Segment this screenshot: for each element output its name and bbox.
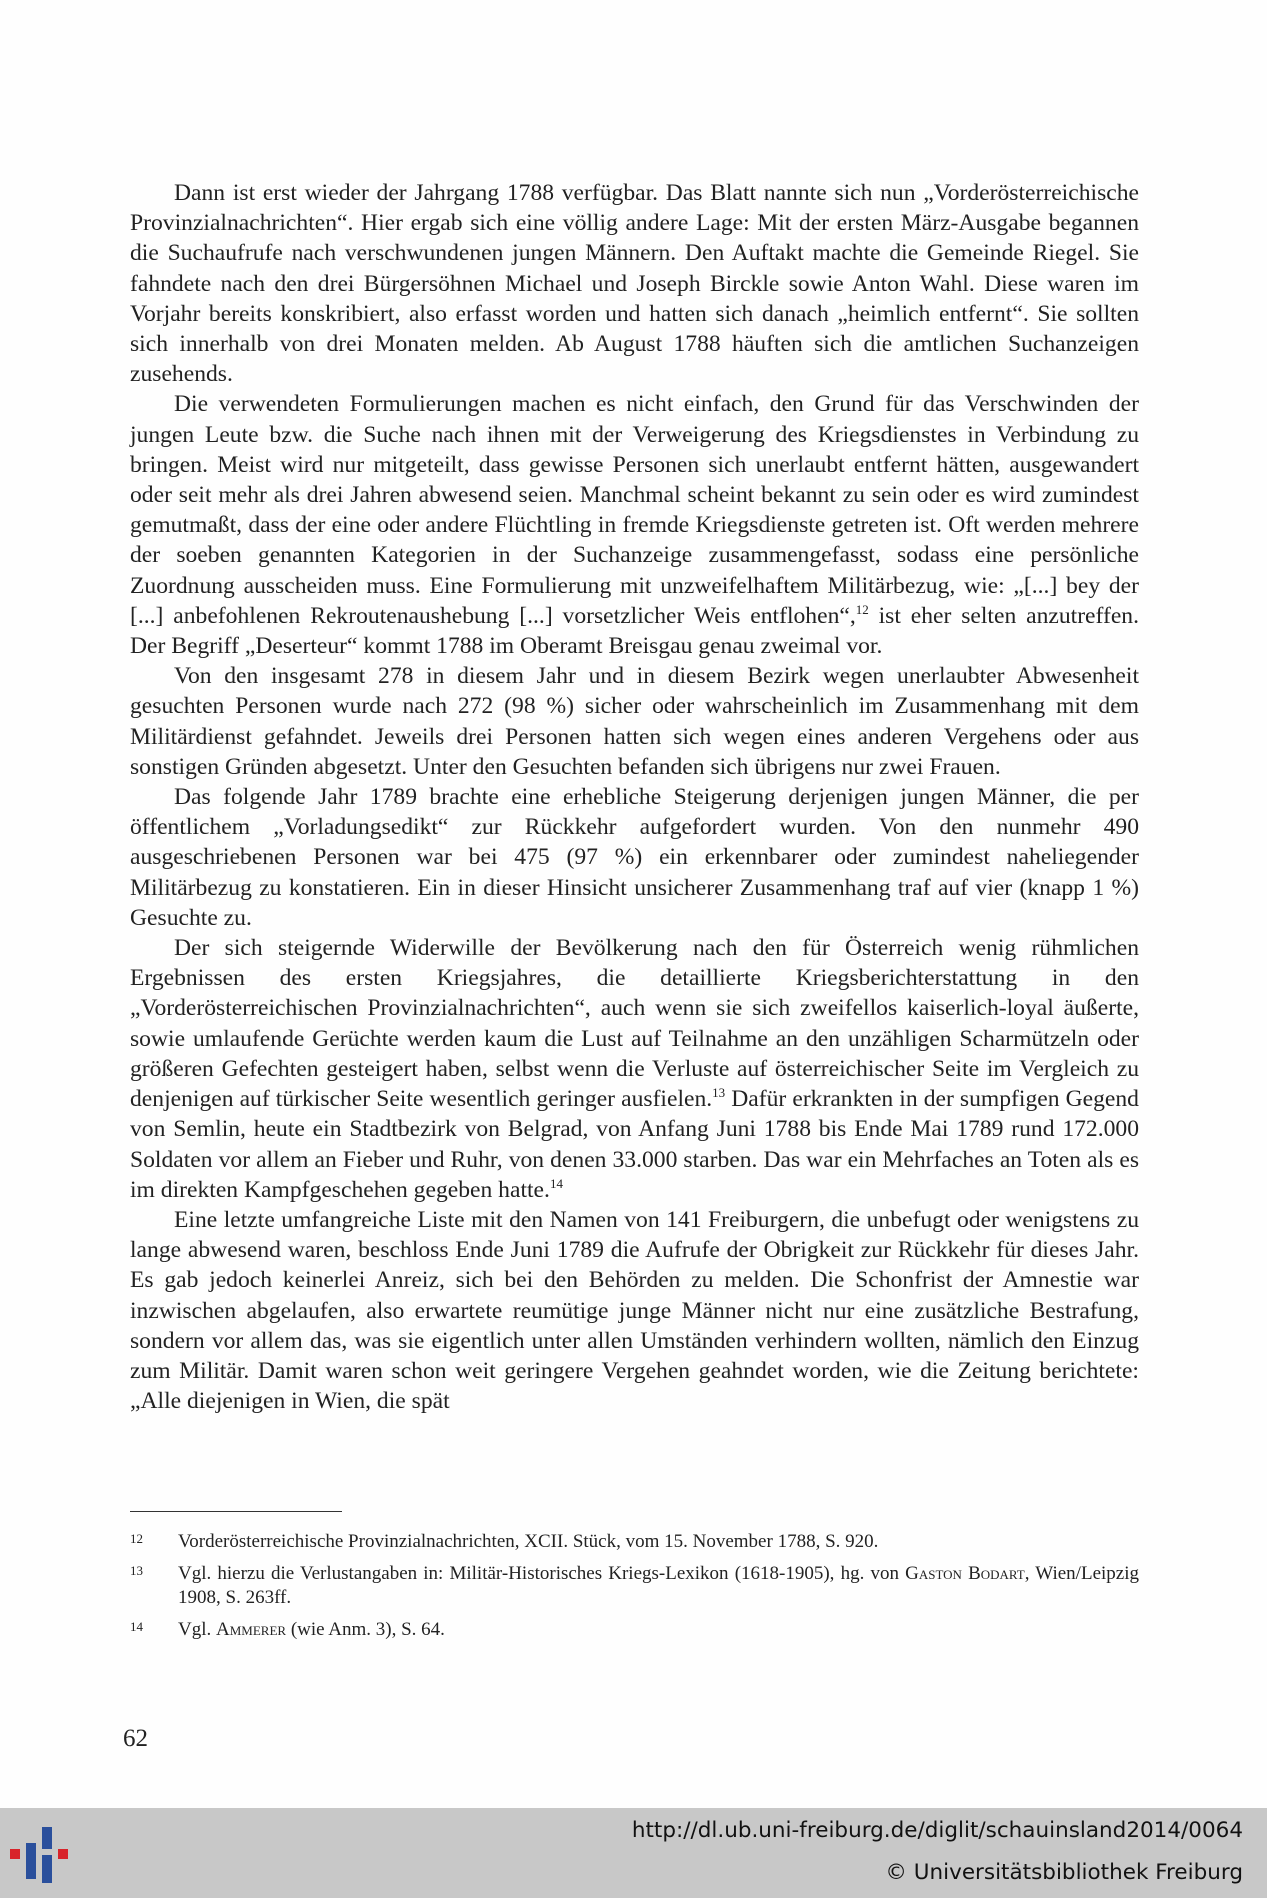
paragraph: Dann ist erst wieder der Jahrgang 1788 verfügbar. Das Blatt nannte sich nun „Vorderösterreichische Provinzialnachrichten“. Hier ergab sich eine völlig andere Lage: Mit der ersten März-Ausgabe begannen die Suchaufrufe nach verschwundenen jungen Männern. Den Auftakt machte die Gemeinde Riegel. Sie fahndete nach den drei Bürgersöhnen Michael und Joseph Birckle sowie Anton Wahl. Diese waren im Vorjahr bereits konskribiert, also erfasst worden und hatten sich danach „heimlich entfernt“. Sie sollten sich innerhalb von drei Monaten melden. Ab August 1788 häuften sich die amtlichen Suchanzeigen zusehends.: [130, 180, 1139, 388]
author-name: Gaston: [905, 1562, 962, 1584]
footnote-ref[interactable]: 12: [855, 601, 869, 617]
footnote-ref[interactable]: 13: [712, 1085, 726, 1101]
author-name: Ammerer: [216, 1618, 287, 1640]
footnote-number: 12: [130, 1531, 143, 1546]
footnote-divider: [130, 1511, 342, 1512]
footnote-number: 14: [130, 1618, 143, 1634]
footnote: 13 Vgl. hierzu die Verlustangaben in: Militär-Historisches Kriegs-Lexikon (1618-1905), hg. von Gaston Bodart, Wien/Leipzig 1908, S. 263ff.: [130, 1562, 1139, 1611]
footnote: 14 Vgl. Ammerer (wie Anm. 3), S. 64.: [130, 1618, 1139, 1643]
page-number: 62: [123, 1725, 148, 1752]
footnotes: [130, 1530, 1139, 1649]
author-name: Bodart: [968, 1562, 1025, 1584]
paragraph: Von den insgesamt 278 in diesem Jahr und in diesem Bezirk wegen unerlaubter Abwesenheit gesuchten Personen wurde nach 272 (98 %) sicher oder wahrscheinlich im Zusammenhang mit dem Militärdienst gefahndet. Jeweils drei Personen hatten sich wegen eines anderen Vergehens oder aus sonstigen Gründen abgesetzt. Unter den Gesuchten befanden sich übrigens nur zwei Frauen.: [130, 663, 1139, 780]
footnote-number: 13: [130, 1562, 143, 1578]
paragraph: Der sich steigernde Widerwille der Bevölkerung nach den für Österreich wenig rühmlichen Ergebnissen des ersten Kriegsjahres, die detaillierte Kriegsberichterstattung in den „Vorderösterreichischen Provinzialnachrichten“, auch wenn sie sich zweifellos kaiserlich-loyal äußerte, sowie umlaufende Gerüchte werden kaum die Lust auf Teilnahme an den unzähligen Scharmützeln oder größeren Gefechten gesteigert haben, selbst wenn die Verluste auf österreichischer Seite im Vergleich zu denjenigen auf türkischer Seite wesentlich geringer ausfielen.$^{13}$ Dafür erkrankten in der sumpfigen Gegend von Semlin, heute ein Stadtbezirk von Belgrad, von Anfang Juni 1788 bis Ende Mai 1789 rund 172.000 Soldaten vor allem an Fieber und Ruhr, von denen 33.000 starben. Das war ein Mehrfaches an Toten als es im direkten Kampfgeschehen gegeben hatte.$^{14}$: [130, 935, 1139, 1203]
ub-freiburg-logo-icon[interactable]: [10, 1821, 80, 1885]
footnote: 12 Vorderösterreichische Provinzialnachrichten, XCII. Stück, vom 15. November 1788, S. 920.: [130, 1530, 1139, 1555]
viewer-footer: [0, 1808, 1267, 1898]
body-text: [130, 178, 1139, 1416]
paragraph: Eine letzte umfangreiche Liste mit den Namen von 141 Freiburgern, die unbefugt oder wenigstens zu lange abwesend waren, beschloss Ende Juni 1789 die Aufrufe der Obrigkeit zur Rückkehr für dieses Jahr. Es gab jedoch keinerlei Anreiz, sich bei den Behörden zu melden. Die Schonfrist der Amnestie war inzwischen abgelaufen, also erwartete reumütige junge Männer nicht nur eine zusätzliche Bestrafung, sondern vor allem das, was sie eigentlich unter allen Umständen verhindern wollten, nämlich den Einzug zum Militär. Damit waren schon weit geringere Vergehen geahndet worden, wie die Zeitung berichtete: „Alle diejenigen in Wien, die spät: [130, 1206, 1139, 1415]
copyright-notice: © Universitätsbibliothek Freiburg: [885, 1860, 1243, 1885]
footnote-ref[interactable]: 14: [549, 1175, 563, 1191]
paragraph: Die verwendeten Formulierungen machen es nicht einfach, den Grund für das Verschwinden der jungen Leute bzw. die Suche nach ihnen mit der Verweigerung des Kriegsdienstes in Verbindung zu bringen. Meist wird nur mitgeteilt, dass gewisse Personen sich unerlaubt entfernt hätten, ausgewandert oder seit mehr als drei Jahren abwesend seien. Manchmal scheint bekannt zu sein oder es wird zumindest gemutmaßt, dass der eine oder andere Flüchtling in fremde Kriegsdienste getreten ist. Oft werden mehrere der soeben genannten Kategorien in der Suchanzeige zusammengefasst, sodass eine persönliche Zuordnung ausscheiden muss. Eine Formulierung mit unzweifelhaftem Militärbezug, wie: „[...] bey der [...] anbefohlenen Rekroutenaushebung [...] vorsetzlicher Weis entflohen“,$^{12}$ ist eher selten anzutreffen. Der Begriff „Deserteur“ kommt 1788 im Oberamt Breisgau genau zweimal vor.: [130, 391, 1139, 660]
permalink-url[interactable]: http://dl.ub.uni-freiburg.de/diglit/schauinsland2014/0064: [631, 1818, 1243, 1843]
paragraph: Das folgende Jahr 1789 brachte eine erhebliche Steigerung derjenigen jungen Männer, die per öffentlichem „Vorladungsedikt“ zur Rückkehr aufgefordert wurden. Von den nunmehr 490 ausgeschriebenen Personen war bei 475 (97 %) ein erkennbarer oder zumindest naheliegender Militärbezug zu konstatieren. Ein in dieser Hinsicht unsicherer Zusammenhang traf auf vier (knapp 1 %) Gesuchte zu.: [130, 784, 1139, 931]
